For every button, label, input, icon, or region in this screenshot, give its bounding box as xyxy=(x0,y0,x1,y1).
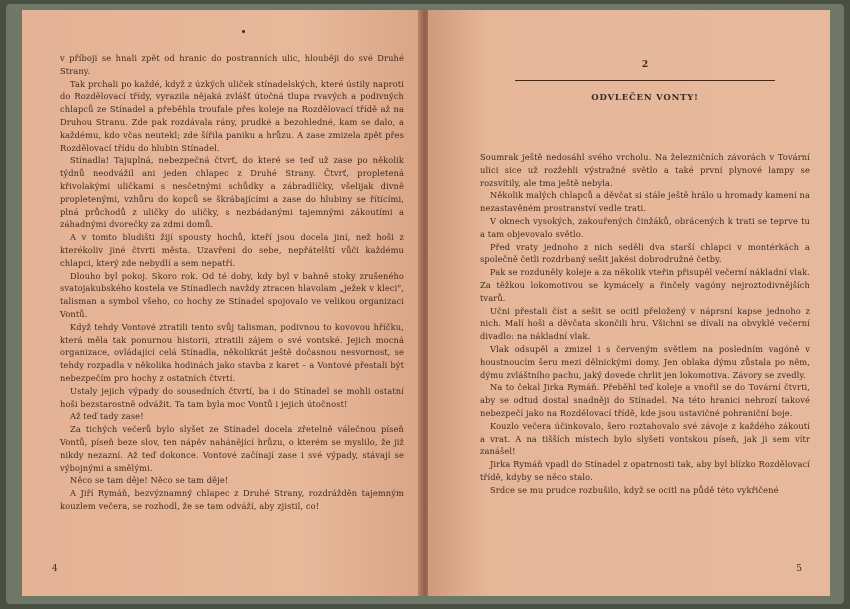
right-page-text xyxy=(480,151,810,497)
paragraph: v příboji se hnali zpět od hranic do postranních ulic, hlouběji do své Druhé Strany. xyxy=(60,53,404,76)
paragraph: Až teď tady zase! xyxy=(70,411,144,422)
paragraph: Ustaly jejich výpady do sousedních čtvrtí, ba i do Stínadel se mohli ostatní hoši bezstarostně odvážit. Ta tam byla moc Vontů i jejich útočnost! xyxy=(60,385,404,409)
paragraph: Stínadla! Tajuplná, nebezpečná čtvrť, do které se teď už zase po několik týdnů neodvážil ani jeden chlapec z Druhé Strany. Čtvrť, propletená křivolakými uličkami s nesčetnými schůdky a zábradlíčky, všelijak divně propletenými, vzhůru do kopců se škrábajícími a zase do hlubiny se řítícími, plná průchodů z uličky do uličky, s nezbádanými tajemnými zákoutími a záhadnými dvorečky za zdmi domů. xyxy=(60,155,404,230)
left-page xyxy=(22,10,424,596)
paragraph: Několik malých chlapců a děvčat si stále ještě hrálo u hromady kamení na nezastavěném prostranství vedle trati. xyxy=(480,190,810,214)
paragraph: Před vraty jednoho z nich seděli dva starší chlapci v montérkách a společně četli rozdrbaný sešit jakési dobrodružné četby. xyxy=(480,241,810,265)
paragraph: Soumrak ještě nedosáhl svého vrcholu. Na železničních závorách v Tovární ulici sice už rozžehli výstražné světlo a také první plynové lampy se rozsvítily, ale tma ještě nebyla. xyxy=(480,152,810,188)
paragraph: Když tehdy Vontové ztratili tento svůj talisman, podivnou to kovovou hříčku, která měla tak ponurnou historii, ztratili zájem o své vontské. Jejich mocná organizace, ovládající celá Stínadla, několikrát ještě dočasnou nesvornost, se tehdy rozpadla v několika hodinách jako stavba z karet – a Vontové přestali být nebezpečím pro hochy z ostatních čtvrtí. xyxy=(60,321,404,383)
paragraph: Za tichých večerů bylo slyšet ze Stínadel docela zřetelně válečnou píseň Vontů, píseň beze slov, ten nápěv nahánějící hrůzu, o kterém se myslilo, že již nikdy nezazní. Až teď dokonce. Vontové začínají zase i své výpady, stávají se výbojnými a smělými. xyxy=(60,424,404,473)
paragraph: Pak se rozduněly koleje a za několik vteřin přisupěl večerní nákladní vlak. Za těžkou lokomotivou se kymácely a řinčely vagóny nejroztodivnějších tvarů. xyxy=(480,267,810,303)
left-page-text xyxy=(60,52,404,513)
chapter-divider xyxy=(515,80,775,81)
page-number: 5 xyxy=(796,564,802,574)
paragraph: A Jiří Rymáň, bezvýznamný chlapec z Druhé Strany, rozdrážděn tajemným kouzlem večera, se rozhodl, že se tam odváží, aby zjistil, co! xyxy=(60,488,404,511)
paragraph: Tak prchali po každé, když z úzkých uliček stínadelských, které ústily naproti do Rozdělovací třídy, vyrazila nějaká zvlášť útočná tlupa rvavých a podivných chlapců ze Stínadel a přeběhla troufale přes koleje na Rozdělovací třídě až na Druhou Stranu. Zde pak rozdávala rány, prudké a bezohledné, kam se dalo, a každému, kdo včas neutekl; zde šířila paniku a hrůzu. A zase zmizela zpět přes Rozdělovací třídu do hlubin Stínadel. xyxy=(60,78,404,153)
paragraph: A v tomto bludišti žijí spousty hochů, kteří jsou docela jiní, než hoši z kterékoliv jiné čtvrti města. Uzavřeni do sebe, nepřátelští vůči každému chlapci, který zde nebydlí a sem nepatří. xyxy=(60,232,404,268)
page-number: 4 xyxy=(52,564,58,574)
paragraph: Něco se tam děje! Něco se tam děje! xyxy=(70,475,229,486)
right-page xyxy=(428,10,830,596)
paragraph: Učni přestali číst a sešit se ocitl přeložený v náprsní kapse jednoho z nich. Malí hoši a děvčata skončili hru. Všichni se dívali na obvyklé večerní divadlo: na nákladní vlak. xyxy=(480,305,810,342)
chapter-number: 2 xyxy=(641,60,649,70)
chapter-title: ODVLEČEN VONTY! xyxy=(591,93,699,103)
paragraph: Kouzlo večera účinkovalo, šero roztahovalo své závoje z každého zákoutí a vrat. A na tišších místech bylo slyšeti vontskou píseň, jak ji sem vítr zanášel! xyxy=(480,420,810,457)
page-mark xyxy=(242,30,245,33)
paragraph: Na to čekal Jirka Rymáň. Přeběhl teď koleje a vnořil se do Tovární čtvrti, aby se odtud dostal snadněji do Stínadel. Na této hranici nehrozí takové nebezpečí jako na Rozdělovací třídě, kde jsou ustavičné pohraniční boje. xyxy=(480,382,810,418)
paragraph: Vlak odsupěl a zmizel i s červeným světlem na posledním vagóně v houstnoucím šeru mezi dělnickými domy. Jen oblaka dýmu zůstala po něm, dýmu zvláštního pachu, jaký dovede chrlit jen lokomotiva. Závory se zvedly. xyxy=(480,343,810,380)
paragraph: Srdce se mu prudce rozbušilo, když se ocitl na půdě této vykřičené xyxy=(490,484,779,495)
paragraph: Jirka Rymáň vpadl do Stínadel z opatrnosti tak, aby byl blízko Rozdělovací třídě, kdyby se něco stalo. xyxy=(480,459,810,482)
paragraph: Dlouho byl pokoj. Skoro rok. Od té doby, kdy byl v bahně stoky zrušeného svatojakubského kostela ve Stínadlech navždy ztracen hlavolam „ježek v kleci", talisman a symbol všeho, co hochy ze Stínadel spojovalo ve velikou organizaci Vontů. xyxy=(60,270,404,319)
paragraph: V oknech vysokých, zakouřených činžáků, obrácených k trati se teprve tu a tam objevovalo světlo. xyxy=(480,215,810,239)
